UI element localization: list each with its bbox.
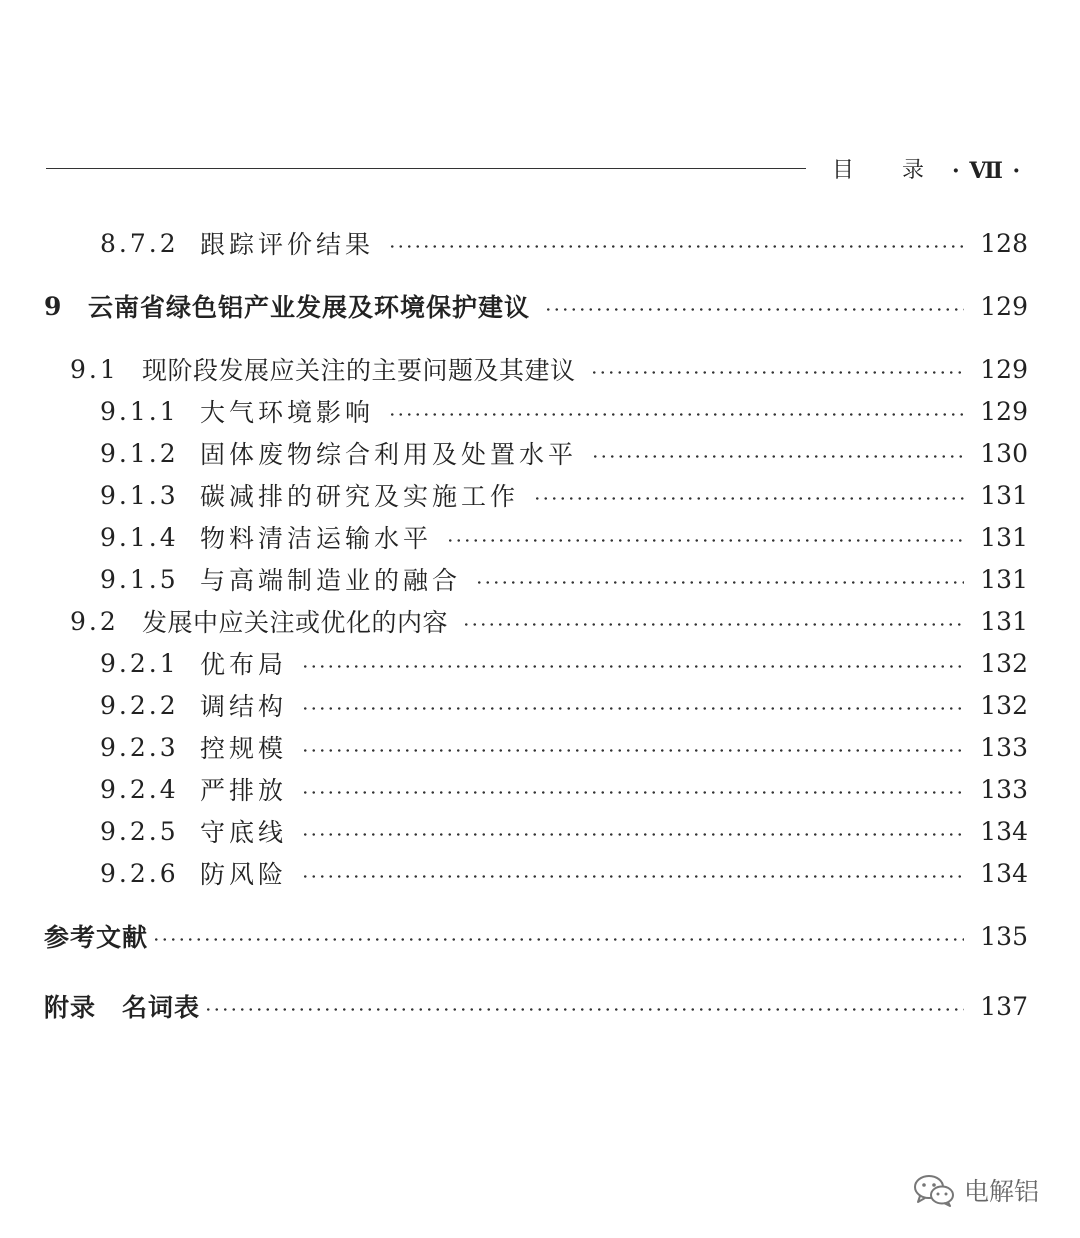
toc-number: 9.1.1	[100, 396, 179, 426]
toc-number: 9.2.6	[100, 858, 179, 888]
toc-number: 9.1.5	[100, 564, 179, 594]
toc-title: 调结构	[200, 692, 288, 721]
dot-leader	[301, 707, 964, 710]
dot-leader	[301, 875, 964, 878]
toc-entry-9-1-4[interactable]	[100, 519, 1028, 555]
toc-number: 9.2.2	[100, 690, 179, 720]
toc-title: 守底线	[200, 818, 288, 847]
toc-number: 9.2.4	[100, 774, 179, 804]
toc-entry-9-1[interactable]	[70, 351, 1028, 387]
toc-entry-9-2-3[interactable]	[100, 729, 1028, 765]
toc-number: 9.1	[70, 354, 119, 384]
toc-title: 优布局	[200, 650, 288, 679]
toc-page: 131	[980, 606, 1028, 636]
toc-title: 云南省绿色铝产业发展及环境保护建议	[88, 293, 531, 322]
dot-leader	[301, 749, 964, 752]
header-rule	[46, 168, 806, 169]
toc-number: 8.7.2	[100, 228, 179, 258]
watermark-text: 电解铝	[964, 1177, 1040, 1206]
toc-title: 防风险	[200, 860, 288, 889]
toc-title: 参考文献	[44, 923, 149, 952]
header-lu: 录	[902, 158, 925, 183]
dot-leader	[301, 833, 964, 836]
toc-page: 135	[980, 921, 1028, 951]
dot-leader	[475, 581, 964, 584]
toc-entry-9-1-2[interactable]	[100, 435, 1028, 471]
dot-leader	[533, 497, 964, 500]
toc-page: 129	[980, 354, 1028, 384]
dot-leader	[446, 539, 964, 542]
toc-title: 严排放	[200, 776, 288, 805]
toc-page: 137	[980, 991, 1028, 1021]
toc-page: 134	[980, 816, 1028, 846]
toc-page: 133	[980, 774, 1028, 804]
dot-leader	[301, 665, 964, 668]
toc-title: 大气环境影响	[200, 398, 375, 427]
toc-entry-9-2[interactable]	[70, 603, 1028, 639]
toc-title: 固体废物综合利用及处置水平	[200, 440, 578, 469]
toc-title: 控规模	[200, 734, 288, 763]
header-page-number: · Ⅶ ·	[952, 158, 1022, 184]
toc-number: 9.2.5	[100, 816, 179, 846]
toc-title: 与高端制造业的融合	[200, 566, 462, 595]
toc-entry-9-1-5[interactable]	[100, 561, 1028, 597]
dot-leader	[591, 455, 964, 458]
toc-title: 附录 名词表	[44, 993, 201, 1022]
dot-leader	[590, 371, 964, 374]
toc-title: 物料清洁运输水平	[200, 524, 433, 553]
toc-entry-9-2-6[interactable]	[100, 855, 1028, 891]
toc-number: 9	[44, 291, 62, 321]
toc-page: 128	[980, 228, 1028, 258]
toc-page: 131	[980, 480, 1028, 510]
dot-leader	[301, 791, 964, 794]
toc-entry-9-2-4[interactable]	[100, 771, 1028, 807]
toc-number: 9.1.2	[100, 438, 179, 468]
toc-number: 9.1.3	[100, 480, 179, 510]
dot-leader	[204, 1008, 964, 1011]
dot-leader	[544, 308, 964, 311]
toc-page: 132	[980, 648, 1028, 678]
toc-number: 9.1.4	[100, 522, 179, 552]
toc-page: 133	[980, 732, 1028, 762]
dot-leader	[388, 245, 964, 248]
toc-title: 跟踪评价结果	[200, 230, 375, 259]
toc-entry-8-7-2[interactable]	[100, 225, 1028, 261]
header-mu: 目	[832, 158, 855, 183]
toc-entry-appendix-glossary[interactable]	[44, 988, 1028, 1024]
toc-entry-9-1-1[interactable]	[100, 393, 1028, 429]
toc-number: 9.2.3	[100, 732, 179, 762]
toc-number: 9.2	[70, 606, 119, 636]
toc-entry-9[interactable]	[44, 288, 1028, 324]
toc-page: 129	[980, 396, 1028, 426]
toc-page: 132	[980, 690, 1028, 720]
dot-leader	[388, 413, 964, 416]
toc-page: 131	[980, 522, 1028, 552]
toc-entry-9-1-3[interactable]	[100, 477, 1028, 513]
dot-leader	[152, 938, 964, 941]
toc-entry-9-2-5[interactable]	[100, 813, 1028, 849]
toc-page: 129	[980, 291, 1028, 321]
watermark	[912, 1172, 1039, 1208]
dot-leader	[462, 623, 964, 626]
toc-number: 9.2.1	[100, 648, 179, 678]
toc-title: 碳减排的研究及实施工作	[200, 482, 520, 511]
toc-page: 131	[980, 564, 1028, 594]
toc-page: 130	[980, 438, 1028, 468]
toc-title: 发展中应关注或优化的内容	[142, 608, 449, 637]
toc-page: 134	[980, 858, 1028, 888]
toc-title: 现阶段发展应关注的主要问题及其建议	[142, 356, 576, 385]
toc-entry-9-2-2[interactable]	[100, 687, 1028, 723]
toc-entry-9-2-1[interactable]	[100, 645, 1028, 681]
toc-entry-references[interactable]	[44, 918, 1028, 954]
wechat-icon	[912, 1173, 956, 1207]
